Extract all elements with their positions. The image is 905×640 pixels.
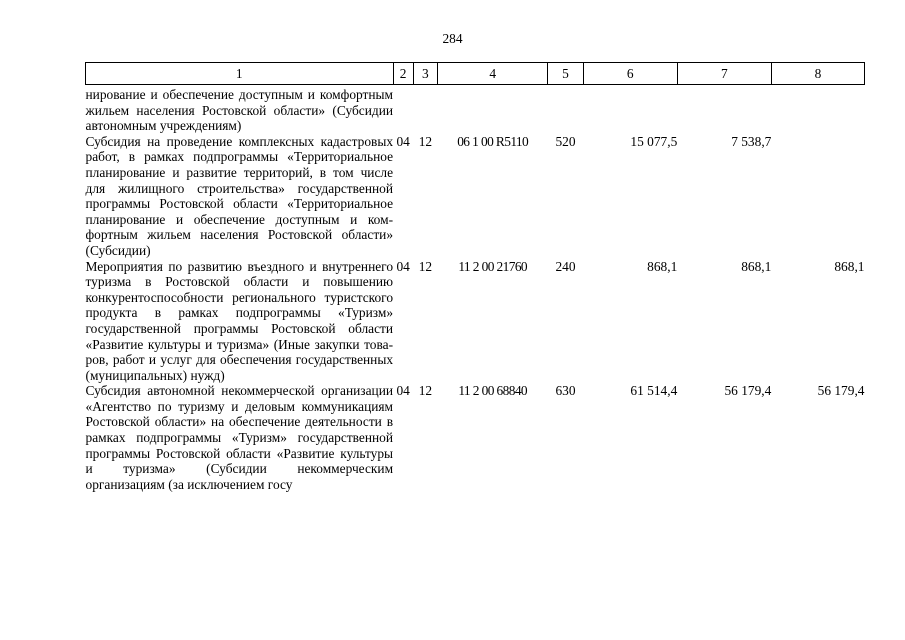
row-target-article-code: 11 2 00 68840 [458,383,528,399]
header-col-2: 2 [393,63,413,85]
row-amount-year-3: 868,1 [834,258,865,274]
header-col-1: 1 [86,63,394,85]
row-expense-type-code [548,85,583,134]
table-row [86,85,865,134]
row-subsection-code: 12 [418,133,433,149]
row-amount-year-2: 868,1 [741,258,772,274]
row-section-code: 04 [396,133,410,149]
table-row [86,134,865,259]
header-col-3: 3 [413,63,437,85]
row-description: Субсидия на проведение комплексных кадастровых работ, в рамках подпрограммы «Территориальное планирование и развитие территорий, в том числе для жилищного строительства» государственной программы Ростовской области «Территориальное планирование и обеспечение доступным и комфортным жильем населения Ростовской области» (Субсидии) [85,133,394,258]
row-amount-year-2: 56 179,4 [724,383,772,399]
row-section-code [393,85,413,134]
row-amount-year-3: 56 179,4 [817,383,865,399]
row-amount-year-1: 61 514,4 [630,383,678,399]
header-col-8: 8 [771,63,864,85]
header-col-4: 4 [438,63,548,85]
table-header-row [86,63,865,85]
row-section-code: 04 [396,383,410,399]
row-target-article-code [438,85,548,134]
row-description: нирование и обеспечение доступным и комфортным жильем населения Ростовской области» (Субсидии автономным учреждениям) [85,87,394,134]
row-section-code: 04 [396,258,410,274]
row-target-article-code: 06 1 00 R5110 [457,133,529,149]
row-expense-type-code: 240 [555,258,576,274]
row-subsection-code [413,85,437,134]
header-col-5: 5 [548,63,583,85]
row-amount-year-2 [677,85,771,134]
row-target-article-code: 11 2 00 21760 [458,258,528,274]
row-amount-year-3 [771,85,864,134]
row-amount-year-2: 7 538,7 [731,133,772,149]
row-subsection-code: 12 [418,383,433,399]
row-amount-year-1 [583,85,677,134]
row-amount-year-1: 15 077,5 [630,133,678,149]
row-amount-year-1: 868,1 [647,258,678,274]
row-description: Мероприятия по развитию въездного и внутреннего туризма в Ростовской области и повышению конкурентоспособности регионального туристского продукта в рамках подпрограммы «Туризм» государственной программы Ростовской области «Развитие культуры и туризма» (Иные закупки товаров, работ и услуг для обеспечения государственных (муниципальных) нужд) [85,258,394,383]
row-expense-type-code: 520 [555,133,576,149]
budget-table [85,62,865,492]
table-row [86,259,865,384]
row-amount-year-3 [771,134,864,259]
row-subsection-code: 12 [418,258,433,274]
header-col-7: 7 [677,63,771,85]
table-row [86,383,865,492]
page-number: 284 [442,31,463,46]
row-description: Субсидия автономной некоммерческой организации «Агентство по туризму и деловым коммуникациям Ростовской области» на обеспечение деятельности в рамках подпрограммы «Туризм» государственной программы Ростовской области «Развитие культуры и туризма» (Субсидии некоммерческим организациям (за исключением госу [85,383,394,492]
header-col-6: 6 [583,63,677,85]
row-expense-type-code: 630 [555,383,576,399]
